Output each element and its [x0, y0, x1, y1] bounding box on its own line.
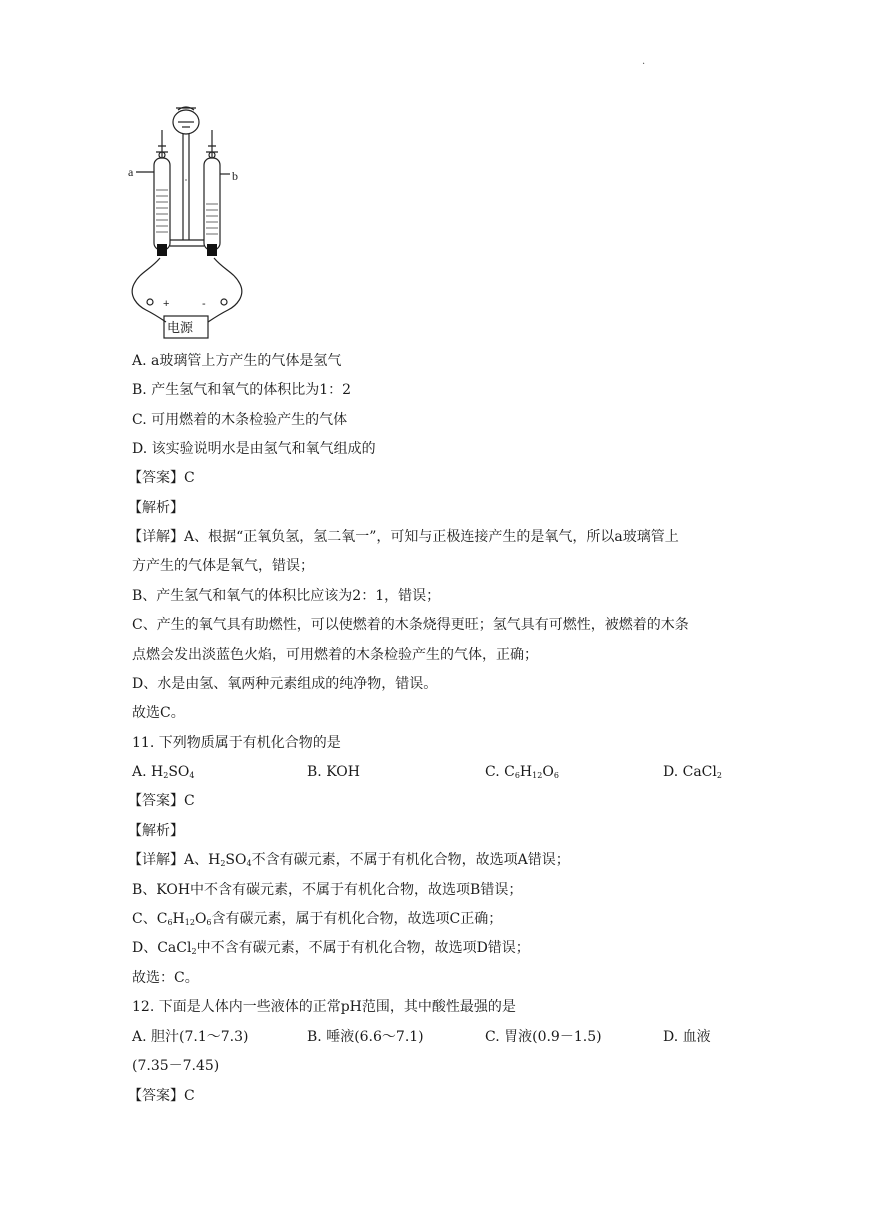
q10-option-b: B. 产生氢气和氧气的体积比为1：2 — [132, 382, 352, 398]
q12-stem: 12. 下面是人体内一些液体的正常pH范围，其中酸性最强的是 — [132, 999, 516, 1015]
plus-sign: + — [163, 298, 170, 310]
q11-analysis-heading: 【解析】 — [128, 823, 184, 839]
q12-option-c: C. 胃液(0.9－1.5) — [485, 1029, 602, 1045]
label-b: b — [232, 169, 238, 183]
minus-sign: - — [202, 298, 206, 310]
q11-option-a: A. $H_2SO_4$ — [132, 764, 195, 780]
q10-detail-line: B、产生氢气和氧气的体积比应该为2：1，错误； — [132, 588, 441, 604]
q11-detail-a: 【详解】A、$H_2SO_4$不含有碳元素，不属于有机化合物，故选项A错误； — [128, 852, 570, 868]
page-dot: . — [642, 56, 646, 67]
q11-option-c: C. $C_6H_{12}O_6$ — [485, 764, 559, 780]
q12-option-d: D. 血液 — [663, 1029, 711, 1045]
q12-option-d-continued: (7.35－7.45) — [132, 1058, 220, 1074]
q11-stem: 11. 下列物质属于有机化合物的是 — [132, 735, 341, 751]
q11-option-b: B. KOH — [307, 764, 360, 780]
label-a: a — [128, 165, 134, 179]
q11-detail-d: D、CaCl$_2$中不含有碳元素，不属于有机化合物，故选项D错误； — [132, 940, 530, 956]
q11-conclusion: 故选：C。 — [132, 970, 199, 986]
q10-option-a: A. a玻璃管上方产生的气体是氢气 — [132, 353, 342, 369]
q10-analysis-heading: 【解析】 — [128, 500, 184, 516]
q10-detail-line: C、产生的氧气具有助燃性，可以使燃着的木条烧得更旺；氢气具有可燃性，被燃着的木条 — [132, 617, 689, 633]
q10-conclusion: 故选C。 — [132, 705, 185, 721]
power-source-label: 电源 — [167, 321, 194, 336]
q11-detail-b: B、KOH中不含有碳元素，不属于有机化合物，故选项B错误； — [132, 882, 523, 898]
q12-answer: 【答案】C — [128, 1088, 195, 1104]
q12-option-a: A. 胆汁(7.1～7.3) — [132, 1029, 249, 1045]
q10-answer: 【答案】C — [128, 470, 195, 486]
q10-detail-line: 点燃会发出淡蓝色火焰，可用燃着的木条检验产生的气体，正确； — [132, 647, 538, 663]
q10-detail-line: 方产生的气体是氧气，错误； — [132, 558, 314, 574]
q11-answer: 【答案】C — [128, 793, 195, 809]
q10-option-c: C. 可用燃着的木条检验产生的气体 — [132, 412, 348, 428]
q11-detail-c: C、$C_6H_{12}O_6$含有碳元素，属于有机化合物，故选项C正确； — [132, 911, 503, 927]
q10-detail-line: D、水是由氢、氧两种元素组成的纯净物，错误。 — [132, 676, 438, 692]
electrolysis-apparatus-diagram — [120, 100, 250, 342]
q10-detail-line: 【详解】A、根据“正氧负氢，氢二氧一”，可知与正极连接产生的是氧气，所以a玻璃管上 — [128, 529, 679, 545]
q10-option-d: D. 该实验说明水是由氢气和氧气组成的 — [132, 441, 376, 457]
q12-option-b: B. 唾液(6.6～7.1) — [307, 1029, 424, 1045]
q11-option-d: D. CaCl$_2$ — [663, 764, 722, 780]
